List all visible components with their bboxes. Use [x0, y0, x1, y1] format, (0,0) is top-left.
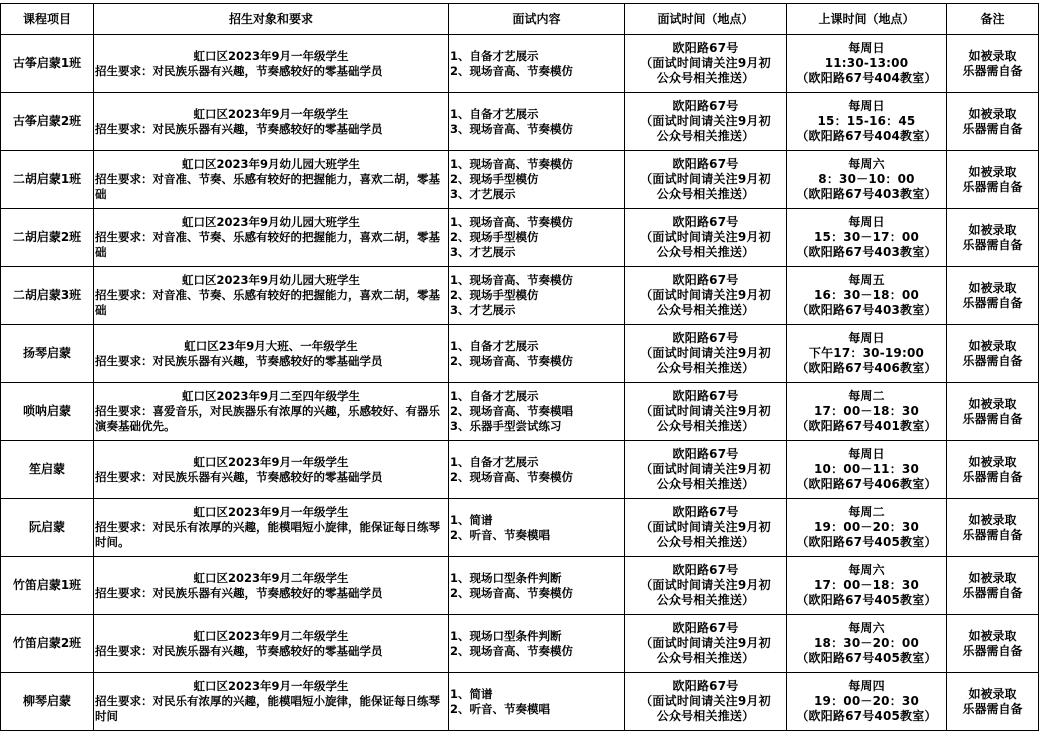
- interview-time-line: 公众号相关推送）: [656, 361, 755, 375]
- interview-item: 1、自备才艺展示: [450, 454, 539, 469]
- interview-time-cell: [625, 325, 787, 383]
- note-line: 如被录取: [968, 686, 1017, 701]
- interview-time-line: 公众号相关推送）: [656, 709, 755, 723]
- class-time-cell: [787, 383, 947, 441]
- interview-time-line: 公众号相关推送）: [656, 419, 755, 433]
- note-line: 如被录取: [968, 164, 1017, 179]
- enrollment-requirement: 招生要求：对民族乐器有兴趣，节奏感较好的零基础学员: [95, 585, 383, 600]
- interview-time-line: 欧阳路67号: [672, 389, 739, 403]
- class-time-cell: [787, 441, 947, 499]
- target-students: 虹口区2023年9月一年级学生: [193, 454, 349, 469]
- target-students: 虹口区2023年9月幼儿园大班学生: [181, 273, 360, 287]
- note-line: 乐器需自备: [962, 295, 1023, 310]
- interview-content-cell: [449, 557, 625, 615]
- requirements-cell: [94, 151, 449, 209]
- course-name: 二胡启蒙3班: [12, 288, 82, 302]
- enrollment-requirement: 招生要求：对民族乐器有兴趣，节奏感较好的零基础学员: [95, 643, 383, 658]
- interview-time-cell: [625, 267, 787, 325]
- interview-time-line: （面试时间请关注9月初: [640, 230, 771, 244]
- course-name: 古筝启蒙2班: [12, 114, 82, 128]
- enrollment-requirement: 招生要求：对民族乐器有兴趣，节奏感较好的零基础学员: [95, 63, 383, 78]
- note-line: 乐器需自备: [962, 237, 1023, 252]
- note-cell: [947, 35, 1039, 93]
- requirements-cell: [94, 325, 449, 383]
- interview-item: 3、才艺展示: [450, 187, 516, 201]
- interview-time-line: 公众号相关推送）: [656, 593, 755, 607]
- class-time-line: 每周日: [848, 99, 885, 113]
- interview-time-line: 欧阳路67号: [672, 99, 739, 113]
- interview-content-cell: [449, 209, 625, 267]
- requirements-cell: [94, 615, 449, 673]
- course-name: 古筝启蒙1班: [12, 56, 82, 70]
- target-students: 虹口区23年9月大班、一年级学生: [184, 338, 358, 353]
- class-time-line: （欧阳路67号405教室）: [796, 709, 937, 723]
- note-line: 乐器需自备: [962, 527, 1023, 542]
- interview-time-cell: [625, 557, 787, 615]
- class-time-cell: [787, 499, 947, 557]
- note-cell: [947, 557, 1039, 615]
- note-line: 如被录取: [968, 338, 1017, 353]
- course-name: 扬琴启蒙: [22, 346, 71, 360]
- interview-time-line: （面试时间请关注9月初: [640, 172, 771, 186]
- table-row: [1, 673, 1039, 731]
- note-line: 如被录取: [968, 106, 1017, 121]
- note-cell: [947, 499, 1039, 557]
- course-name-cell: [1, 499, 94, 557]
- class-time-cell: [787, 93, 947, 151]
- interview-item: 1、自备才艺展示: [450, 48, 539, 63]
- target-students: 虹口区2023年9月一年级学生: [193, 505, 349, 519]
- interview-time-line: 公众号相关推送）: [656, 535, 755, 549]
- enrollment-requirement: 招生要求：对民族乐器有兴趣，节奏感较好的零基础学员: [95, 121, 383, 136]
- course-name-cell: [1, 441, 94, 499]
- enrollment-requirement: 招生要求：对民族乐器有兴趣，节奏感较好的零基础学员: [95, 469, 383, 484]
- interview-content-cell: [449, 499, 625, 557]
- interview-time-line: （面试时间请关注9月初: [640, 404, 771, 418]
- note-cell: [947, 151, 1039, 209]
- class-time-line: 每周日: [848, 215, 885, 229]
- course-name-cell: [1, 673, 94, 731]
- class-time-line: 19：00－20：30: [814, 694, 919, 708]
- interview-item: 2、现场音高、节奏模仿: [450, 63, 574, 78]
- interview-item: 1、现场口型条件判断: [450, 628, 562, 643]
- requirements-cell: [94, 441, 449, 499]
- interview-time-line: 欧阳路67号: [672, 563, 739, 577]
- class-time-line: 15：15-16：45: [817, 114, 916, 128]
- interview-item: 1、现场音高、节奏模仿: [450, 273, 574, 287]
- interview-item: 1、现场口型条件判断: [450, 570, 562, 585]
- course-name-cell: [1, 267, 94, 325]
- target-students: 虹口区2023年9月幼儿园大班学生: [181, 157, 360, 171]
- interview-time-line: 欧阳路67号: [672, 505, 739, 519]
- course-name-cell: [1, 557, 94, 615]
- interview-time-line: 公众号相关推送）: [656, 477, 755, 491]
- interview-time-line: 欧阳路67号: [672, 679, 739, 693]
- class-time-line: （欧阳路67号404教室）: [796, 129, 937, 143]
- note-line: 乐器需自备: [962, 585, 1023, 600]
- interview-time-cell: [625, 383, 787, 441]
- interview-item: 2、现场手型模仿: [450, 172, 539, 186]
- enrollment-requirement: 招生要求：喜爱音乐，对民族器乐有浓厚的兴趣，乐感较好、有器乐演奏基础优先。: [95, 404, 440, 433]
- target-students: 虹口区2023年9月一年级学生: [193, 106, 349, 121]
- target-students: 虹口区2023年9月一年级学生: [193, 48, 349, 63]
- table-row: [1, 267, 1039, 325]
- interview-item: 2、听音、节奏模唱: [450, 701, 551, 716]
- class-time-line: 17：00－18：30: [814, 404, 919, 418]
- interview-item: 2、现场手型模仿: [450, 230, 539, 244]
- interview-content-cell: [449, 673, 625, 731]
- class-time-cell: [787, 209, 947, 267]
- header-requirements: 招生对象和要求: [94, 4, 449, 35]
- course-name-cell: [1, 383, 94, 441]
- class-time-cell: [787, 325, 947, 383]
- interview-item: 3、才艺展示: [450, 303, 516, 317]
- class-time-cell: [787, 35, 947, 93]
- class-time-line: 每周六: [848, 621, 885, 635]
- enrollment-requirement: 招生要求：对音准、节奏、乐感有较好的把握能力，喜欢二胡，零基础: [95, 288, 440, 317]
- note-line: 乐器需自备: [962, 63, 1023, 78]
- interview-time-line: 公众号相关推送）: [656, 245, 755, 259]
- interview-time-cell: [625, 93, 787, 151]
- enrollment-requirement: 招生要求：对民族乐器有兴趣，节奏感较好的零基础学员: [95, 353, 383, 368]
- course-name: 笙启蒙: [28, 462, 65, 476]
- class-time-line: 每周五: [848, 273, 885, 287]
- interview-item: 2、现场音高、节奏模唱: [450, 404, 574, 418]
- table-row: [1, 557, 1039, 615]
- interview-time-line: （面试时间请关注9月初: [640, 520, 771, 534]
- course-name: 竹笛启蒙2班: [12, 636, 82, 650]
- enrollment-table: [0, 3, 1039, 731]
- interview-time-line: 公众号相关推送）: [656, 71, 755, 85]
- class-time-line: （欧阳路67号406教室）: [796, 361, 937, 375]
- interview-time-line: 公众号相关推送）: [656, 129, 755, 143]
- table-row: [1, 35, 1039, 93]
- course-name: 二胡启蒙1班: [12, 172, 82, 186]
- interview-time-cell: [625, 35, 787, 93]
- note-cell: [947, 325, 1039, 383]
- course-name: 柳琴启蒙: [22, 694, 71, 708]
- interview-time-line: 欧阳路67号: [672, 157, 739, 171]
- requirements-cell: [94, 93, 449, 151]
- requirements-cell: [94, 673, 449, 731]
- interview-time-line: （面试时间请关注9月初: [640, 462, 771, 476]
- interview-time-line: 公众号相关推送）: [656, 303, 755, 317]
- interview-content-cell: [449, 441, 625, 499]
- interview-time-line: 欧阳路67号: [672, 447, 739, 461]
- header-class-time: 上课时间（地点）: [787, 4, 947, 35]
- interview-content-cell: [449, 615, 625, 673]
- table-row: [1, 383, 1039, 441]
- note-cell: [947, 93, 1039, 151]
- interview-time-cell: [625, 209, 787, 267]
- class-time-line: 每周二: [848, 505, 885, 519]
- interview-time-line: 公众号相关推送）: [656, 651, 755, 665]
- table-row: [1, 441, 1039, 499]
- class-time-line: 8：30－10：00: [818, 172, 915, 186]
- note-line: 如被录取: [968, 570, 1017, 585]
- enrollment-requirement: 招生要求：对民乐有浓厚的兴趣，能模唱短小旋律，能保证每日练琴时间。: [95, 520, 440, 549]
- class-time-cell: [787, 267, 947, 325]
- class-time-line: 15：30－17：00: [814, 230, 919, 244]
- interview-time-line: 欧阳路67号: [672, 621, 739, 635]
- class-time-line: 每周四: [848, 679, 885, 693]
- course-name-cell: [1, 35, 94, 93]
- target-students: 虹口区2023年9月二至四年级学生: [181, 389, 360, 403]
- class-time-line: （欧阳路67号404教室）: [796, 71, 937, 85]
- interview-content-cell: [449, 267, 625, 325]
- note-line: 如被录取: [968, 512, 1017, 527]
- table-row: [1, 93, 1039, 151]
- class-time-line: 下午17：30-19:00: [808, 346, 925, 360]
- course-name-cell: [1, 151, 94, 209]
- interview-item: 2、现场音高、节奏模仿: [450, 643, 574, 658]
- interview-time-cell: [625, 151, 787, 209]
- interview-item: 2、现场手型模仿: [450, 288, 539, 302]
- course-name-cell: [1, 93, 94, 151]
- interview-time-line: 欧阳路67号: [672, 215, 739, 229]
- requirements-cell: [94, 209, 449, 267]
- table-row: [1, 209, 1039, 267]
- class-time-line: （欧阳路67号406教室）: [796, 477, 937, 491]
- interview-content-cell: [449, 35, 625, 93]
- header-course: 课程项目: [1, 4, 94, 35]
- table-row: [1, 499, 1039, 557]
- note-line: 乐器需自备: [962, 353, 1023, 368]
- course-name-cell: [1, 209, 94, 267]
- table-row: [1, 325, 1039, 383]
- interview-content-cell: [449, 93, 625, 151]
- class-time-line: 18：30－20：00: [814, 636, 919, 650]
- header-interview-content: 面试内容: [449, 4, 625, 35]
- interview-time-line: 欧阳路67号: [672, 331, 739, 345]
- note-cell: [947, 383, 1039, 441]
- target-students: 虹口区2023年9月二年级学生: [193, 628, 349, 643]
- enrollment-requirement: 招生要求：对音准、节奏、乐感有较好的把握能力，喜欢二胡，零基础: [95, 230, 440, 259]
- class-time-line: （欧阳路67号405教室）: [796, 535, 937, 549]
- header-note: 备注: [947, 4, 1039, 35]
- table-row: [1, 151, 1039, 209]
- class-time-line: 11:30-13:00: [824, 56, 909, 70]
- interview-time-line: 欧阳路67号: [672, 273, 739, 287]
- target-students: 虹口区2023年9月一年级学生: [193, 679, 349, 693]
- class-time-line: 16：30－18：00: [814, 288, 919, 302]
- interview-item: 1、自备才艺展示: [450, 389, 539, 403]
- note-line: 如被录取: [968, 454, 1017, 469]
- interview-content-cell: [449, 325, 625, 383]
- class-time-line: （欧阳路67号405教室）: [796, 593, 937, 607]
- requirements-cell: [94, 499, 449, 557]
- class-time-line: 每周二: [848, 389, 885, 403]
- note-line: 乐器需自备: [962, 121, 1023, 136]
- note-line: 乐器需自备: [962, 701, 1023, 716]
- note-line: 如被录取: [968, 280, 1017, 295]
- class-time-cell: [787, 151, 947, 209]
- class-time-cell: [787, 557, 947, 615]
- interview-item: 2、现场音高、节奏模仿: [450, 585, 574, 600]
- course-name-cell: [1, 615, 94, 673]
- note-cell: [947, 441, 1039, 499]
- note-line: 乐器需自备: [962, 411, 1023, 426]
- requirements-cell: [94, 267, 449, 325]
- enrollment-table-container: [0, 3, 1039, 731]
- note-cell: [947, 673, 1039, 731]
- header-interview-time: 面试时间（地点）: [625, 4, 787, 35]
- class-time-cell: [787, 673, 947, 731]
- interview-content-cell: [449, 151, 625, 209]
- interview-content-cell: [449, 383, 625, 441]
- interview-item: 3、乐器手型尝试练习: [450, 419, 562, 433]
- class-time-line: 10：00－11：30: [814, 462, 919, 476]
- note-cell: [947, 267, 1039, 325]
- class-time-line: （欧阳路67号403教室）: [796, 245, 937, 259]
- class-time-line: 每周日: [848, 447, 885, 461]
- interview-time-line: （面试时间请关注9月初: [640, 56, 771, 70]
- note-cell: [947, 209, 1039, 267]
- course-name: 竹笛启蒙1班: [12, 578, 82, 592]
- interview-time-line: （面试时间请关注9月初: [640, 636, 771, 650]
- interview-time-cell: [625, 673, 787, 731]
- interview-time-line: （面试时间请关注9月初: [640, 694, 771, 708]
- header-row: [1, 4, 1039, 35]
- class-time-line: （欧阳路67号403教室）: [796, 303, 937, 317]
- class-time-cell: [787, 615, 947, 673]
- note-cell: [947, 615, 1039, 673]
- note-line: 乐器需自备: [962, 643, 1023, 658]
- interview-item: 1、简谱: [450, 686, 493, 701]
- interview-time-cell: [625, 499, 787, 557]
- note-line: 如被录取: [968, 222, 1017, 237]
- interview-item: 1、简谱: [450, 512, 493, 527]
- note-line: 乐器需自备: [962, 179, 1023, 194]
- class-time-line: 每周六: [848, 563, 885, 577]
- class-time-line: 17：00－18：30: [814, 578, 919, 592]
- requirements-cell: [94, 557, 449, 615]
- class-time-line: （欧阳路67号401教室）: [796, 419, 937, 433]
- class-time-line: 每周六: [848, 157, 885, 171]
- interview-time-line: （面试时间请关注9月初: [640, 114, 771, 128]
- requirements-cell: [94, 35, 449, 93]
- interview-item: 1、现场音高、节奏模仿: [450, 157, 574, 171]
- interview-time-cell: [625, 441, 787, 499]
- course-name-cell: [1, 325, 94, 383]
- class-time-line: （欧阳路67号403教室）: [796, 187, 937, 201]
- course-name: 二胡启蒙2班: [12, 230, 82, 244]
- interview-time-line: （面试时间请关注9月初: [640, 346, 771, 360]
- class-time-line: 19：00－20：30: [814, 520, 919, 534]
- requirements-cell: [94, 383, 449, 441]
- course-name: 阮启蒙: [28, 520, 65, 534]
- interview-item: 2、现场音高、节奏模仿: [450, 353, 574, 368]
- class-time-line: 每周日: [848, 331, 885, 345]
- interview-time-line: 公众号相关推送）: [656, 187, 755, 201]
- enrollment-requirement: 招生要求：对音准、节奏、乐感有较好的把握能力，喜欢二胡，零基础: [95, 172, 440, 201]
- note-line: 如被录取: [968, 396, 1017, 411]
- interview-item: 1、现场音高、节奏模仿: [450, 215, 574, 229]
- interview-item: 3、现场音高、节奏模仿: [450, 121, 574, 136]
- note-line: 如被录取: [968, 628, 1017, 643]
- enrollment-requirement: 招生要求：对民乐有浓厚的兴趣，能模唱短小旋律，能保证每日练琴时间: [95, 694, 440, 723]
- interview-item: 1、自备才艺展示: [450, 106, 539, 121]
- target-students: 虹口区2023年9月幼儿园大班学生: [181, 215, 360, 229]
- interview-time-line: （面试时间请关注9月初: [640, 288, 771, 302]
- note-line: 如被录取: [968, 48, 1017, 63]
- course-name: 唢呐启蒙: [22, 404, 71, 418]
- target-students: 虹口区2023年9月二年级学生: [193, 570, 349, 585]
- interview-item: 2、现场音高、节奏模仿: [450, 469, 574, 484]
- interview-time-line: （面试时间请关注9月初: [640, 578, 771, 592]
- interview-item: 3、才艺展示: [450, 245, 516, 259]
- interview-item: 1、自备才艺展示: [450, 338, 539, 353]
- class-time-line: 每周日: [848, 41, 885, 55]
- class-time-line: （欧阳路67号405教室）: [796, 651, 937, 665]
- interview-item: 2、听音、节奏模唱: [450, 527, 551, 542]
- interview-time-line: 欧阳路67号: [672, 41, 739, 55]
- interview-time-cell: [625, 615, 787, 673]
- note-line: 乐器需自备: [962, 469, 1023, 484]
- table-row: [1, 615, 1039, 673]
